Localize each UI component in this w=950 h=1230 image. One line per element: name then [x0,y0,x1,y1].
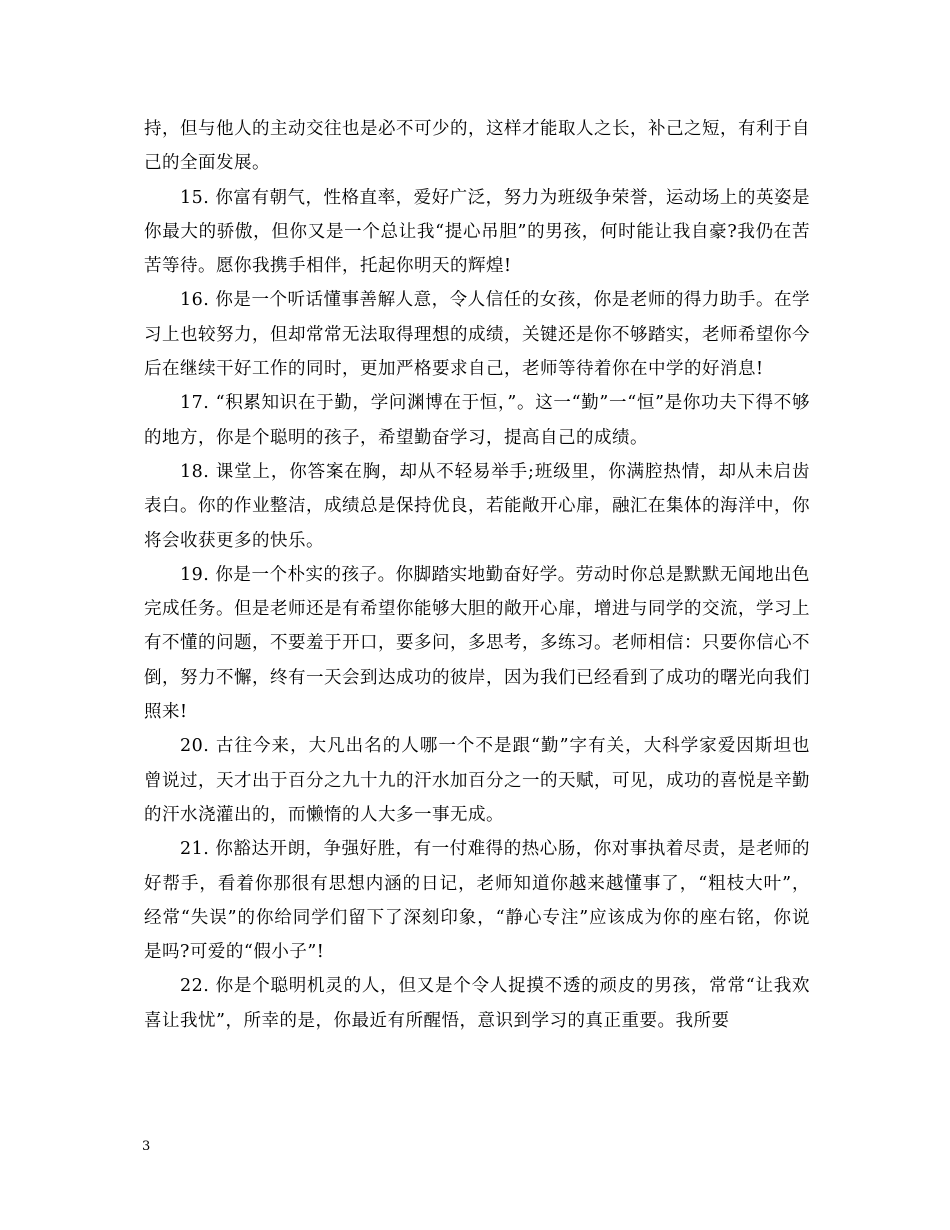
paragraph-17: 17. “积累知识在于勤，学问渊博在于恒，”。这一“勤”一“恒”是你功夫下得不够的地方，你是个聪明的孩子，希望勤奋学习，提高自己的成绩。 [144,393,810,448]
page-number: 3 [142,1139,151,1154]
paragraph-16: 16. 你是一个听话懂事善解人意，令人信任的女孩，你是老师的得力助手。在学习上也较努力，但却常常无法取得理想的成绩，关键还是你不够踏实，老师希望你今后在继续干好工作的同时，更加严格要求自己，老师等待着你在中学的好消息! [144,290,810,380]
paragraph-19: 19. 你是一个朴实的孩子。你脚踏实地勤奋好学。劳动时你总是默默无闻地出色完成任务。但是老师还是有希望你能够大胆的敞开心扉，增进与同学的交流，学习上有不懂的问题，不要羞于开口，要多问，多思考，多练习。老师相信：只要你信心不倒，努力不懈，终有一天会到达成功的彼岸，因为我们已经看到了成功的曙光向我们照来! [144,564,810,723]
paragraph-22: 22. 你是个聪明机灵的人，但又是个令人捉摸不透的顽皮的男孩，常常“让我欢喜让我忧”，所幸的是，你最近有所醒悟，意识到学习的真正重要。我所要 [144,976,810,1031]
paragraph-15: 15. 你富有朝气，性格直率，爱好广泛，努力为班级争荣誉，运动场上的英姿是你最大的骄傲，但你又是一个总让我“提心吊胆”的男孩，何时能让我自豪?我仍在苦苦等待。愿你我携手相伴，托起你明天的辉煌! [144,187,810,277]
paragraph-18: 18. 课堂上，你答案在胸，却从不轻易举手;班级里，你满腔热情，却从未启齿表白。你的作业整洁，成绩总是保持优良，若能敞开心扉，融汇在集体的海洋中，你将会收获更多的快乐。 [144,461,810,551]
paragraph-continuation: 持，但与他人的主动交往也是必不可少的，这样才能取人之长，补己之短，有利于自己的全面发展。 [144,119,810,174]
paragraph-20: 20. 古往今来，大凡出名的人哪一个不是跟“勤”字有关，大科学家爱因斯坦也曾说过，天才出于百分之九十九的汗水加百分之一的天赋，可见，成功的喜悦是辛勤的汗水浇灌出的，而懒惰的人大多一事无成。 [144,736,810,825]
document-body [144,112,810,1038]
paragraph-21: 21. 你豁达开朗，争强好胜，有一付难得的热心肠，你对事执着尽责，是老师的好帮手，看着你那很有思想内涵的日记，老师知道你越来越懂事了，“粗枝大叶”，经常“失误”的你给同学们留下了深刻印象，“静心专注”应该成为你的座右铭，你说是吗?可爱的“假小子”! [144,839,810,963]
